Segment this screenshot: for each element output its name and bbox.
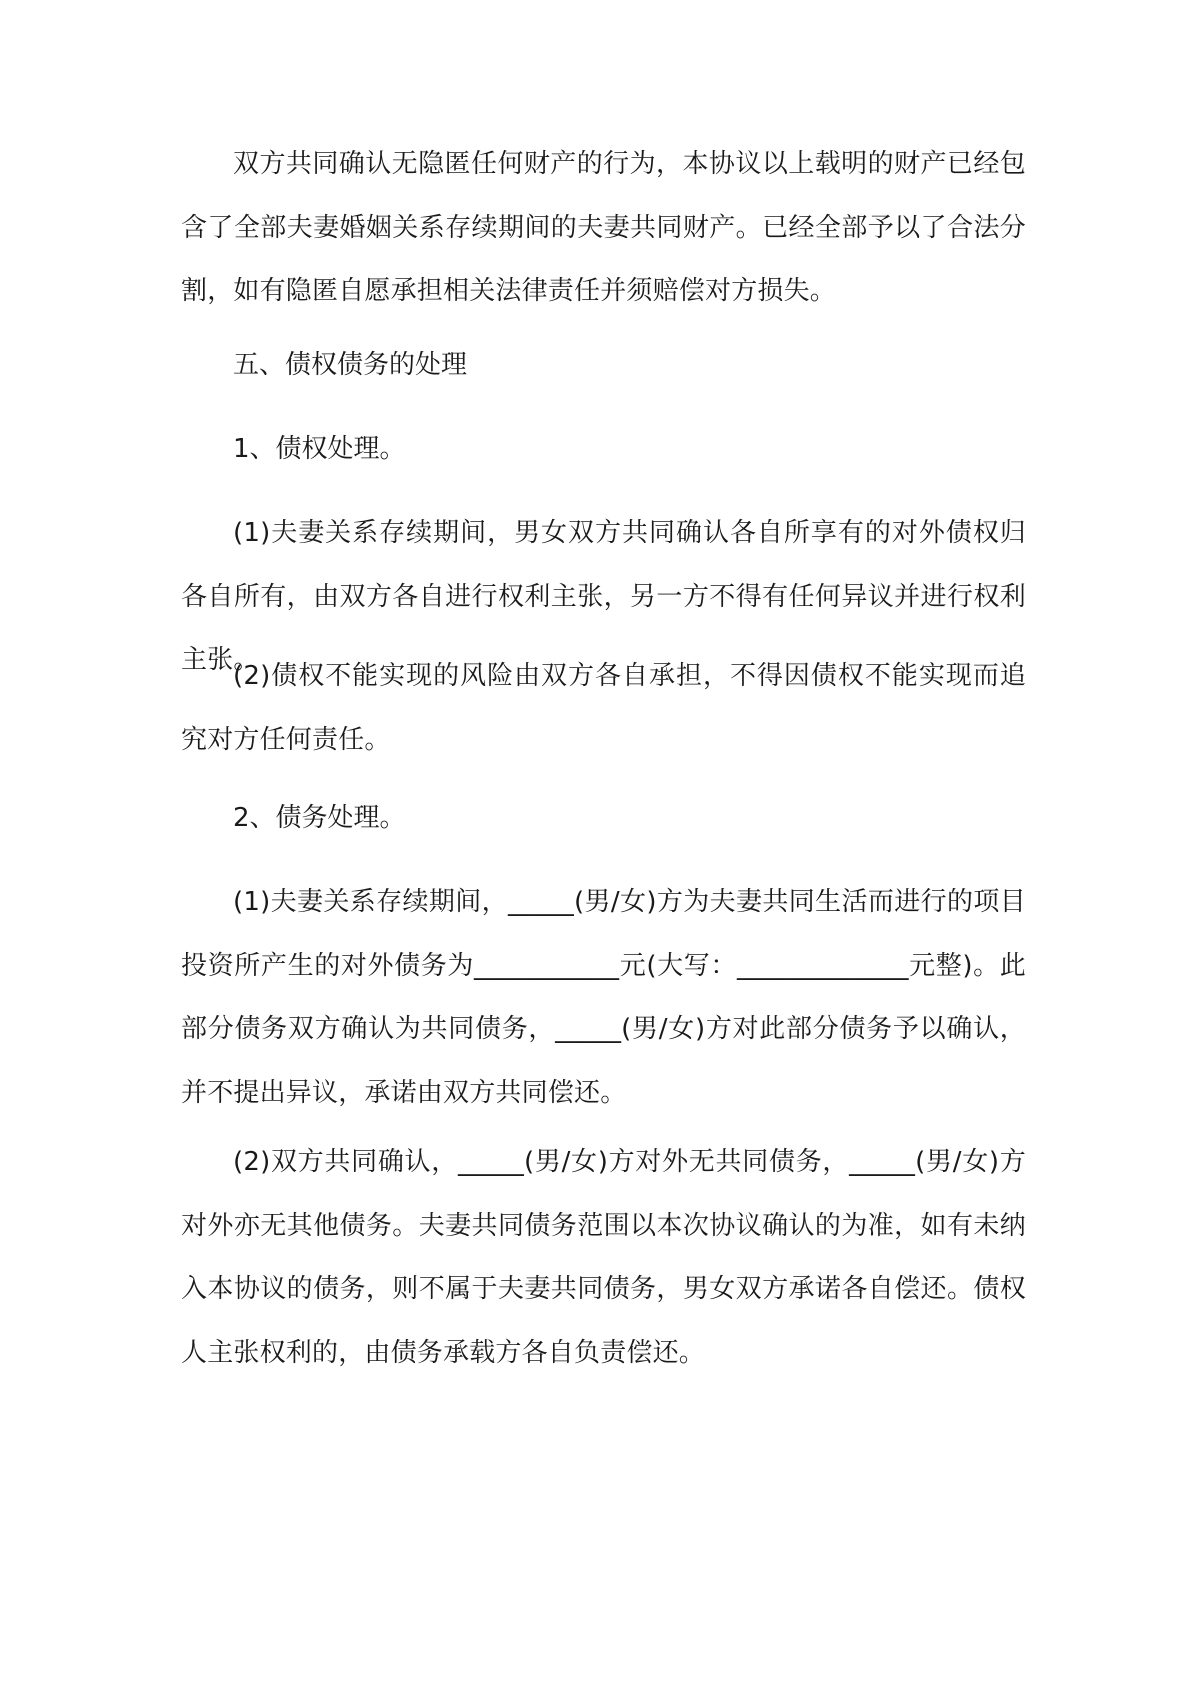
paragraph-debt-handling-2: (2)双方共同确认，_____(男/女)方对外无共同债务，_____(男/女)方对外亦无其他债务。夫妻共同债务范围以本次协议确认的为准，如有未纳入本协议的债务，则不属于夫妻共同债务，男女双方承诺各自偿还。债权人主张权利的，由债务承载方各自负责偿还。 — [181, 1147, 1026, 1368]
paragraph-creditor-rights-2: (2)债权不能实现的风险由双方各自承担，不得因债权不能实现而追究对方任何责任。 — [181, 661, 1026, 755]
paragraph-debt-handling-1: (1)夫妻关系存续期间，_____(男/女)方为夫妻共同生活而进行的项目投资所产生的对外债务为___________元(大写：_____________元整)。此部分债务双方确认为共同债务，_____(男/女)方对此部分债务予以确认，并不提出异议，承诺由双方共同偿还。 — [181, 887, 1026, 1108]
section-heading-debts: 五、债权债务的处理 — [233, 350, 468, 380]
paragraph-creditor-rights-1: (1)夫妻关系存续期间，男女双方共同确认各自所享有的对外债权归各自所有，由双方各自进行权利主张，另一方不得有任何异议并进行权利主张。 — [181, 518, 1026, 675]
paragraph-asset-confirmation: 双方共同确认无隐匿任何财产的行为，本协议以上载明的财产已经包含了全部夫妻婚姻关系存续期间的夫妻共同财产。已经全部予以了合法分割，如有隐匿自愿承担相关法律责任并须赔偿对方损失。 — [181, 149, 1026, 306]
subheading-debt-handling: 2、债务处理。 — [233, 803, 406, 833]
subheading-creditor-rights: 1、债权处理。 — [233, 434, 406, 464]
